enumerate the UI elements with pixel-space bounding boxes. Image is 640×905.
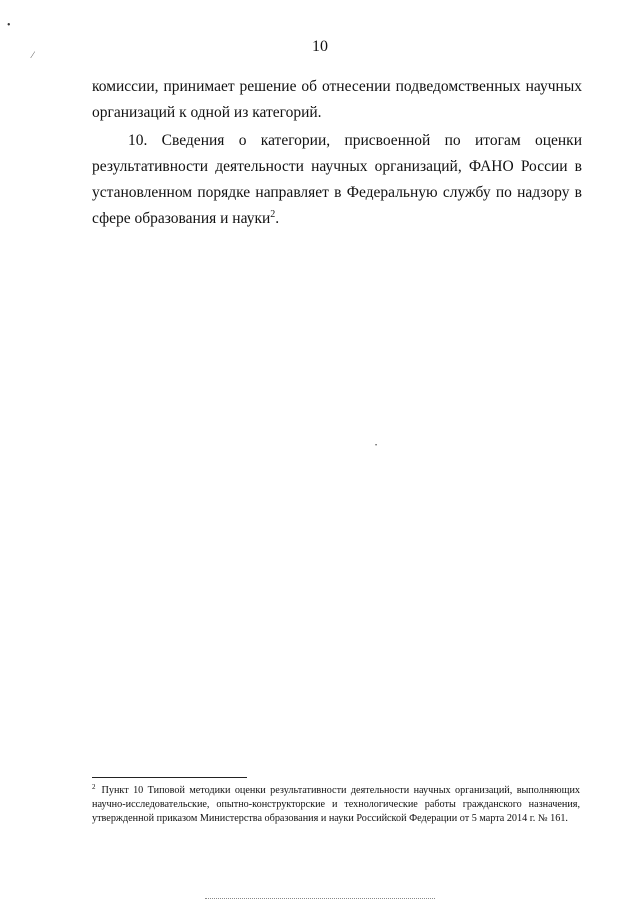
- paragraph-end-punctuation: .: [275, 210, 280, 227]
- scan-bottom-edge: [205, 898, 435, 899]
- paragraph-continuation: комиссии, принимает решение об отнесении подведомственных научных организаций к одной из категорий.: [92, 78, 582, 121]
- footnote-separator: [92, 777, 247, 778]
- scan-artifact-mark: ⁄: [32, 50, 34, 60]
- scan-artifact-mark: •: [7, 20, 11, 31]
- footnote-text: Пункт 10 Типовой методики оценки результативности деятельности научных организаций, выполняющих научно-исследовательские, опытно-конструкторские и технологические работы гражданского назначения, утвержденной приказом Министерства образования и науки Российской Федерации от 5 марта 2014 г. № 161.: [92, 785, 580, 824]
- footnote: [92, 784, 580, 826]
- paragraph-item-10: [92, 128, 582, 232]
- footnote-marker: 2: [92, 782, 96, 791]
- page-number: 10: [312, 38, 328, 55]
- scan-artifact-mark: •: [375, 443, 378, 449]
- paragraph-item-10-text: 10. Сведения о категории, присвоенной по итогам оценки результативности деятельности научных организаций, ФАНО России в установленном порядке направляет в Федеральную службу по надзору в сфере образования и науки: [92, 132, 582, 227]
- footnote-reference: 2: [270, 208, 276, 220]
